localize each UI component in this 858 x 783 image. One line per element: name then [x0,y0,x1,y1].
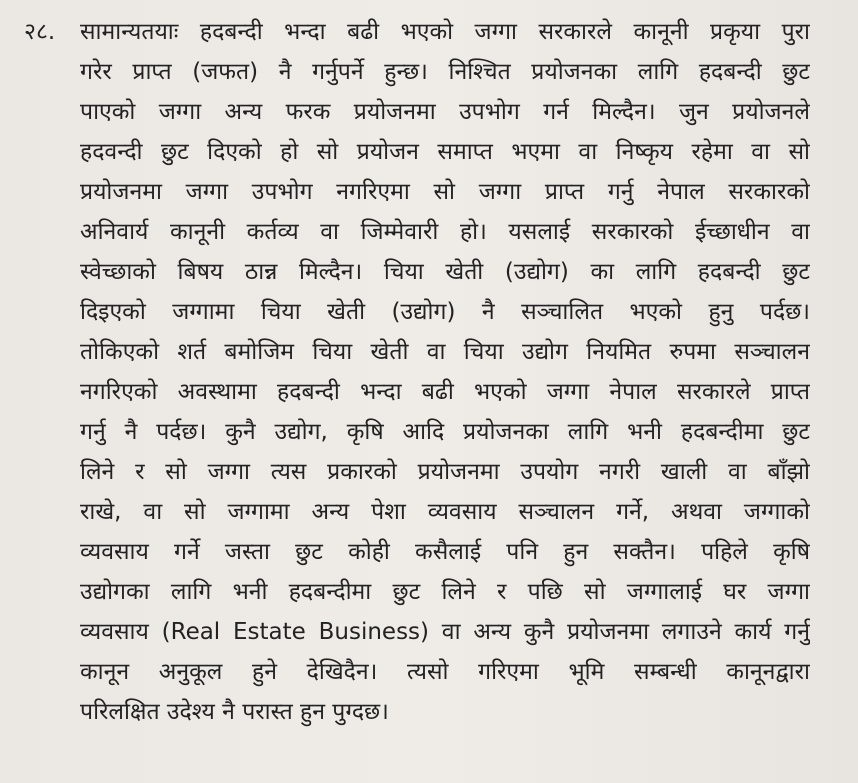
text-line: व्यवसाय (Real Estate Business) वा अन्य कुनै प्रयोजनमा लगाउने कार्य गर्नु [80,619,810,645]
text-line: अनिवार्य कानूनी कर्तव्य वा जिम्मेवारी हो। यसलाई सरकारको ईच्छाधीन वा [80,219,810,245]
text-line: व्यवसाय गर्ने जस्ता छुट कोही कसैलाई पनि हुन सक्तैन। पहिले कृषि [80,539,810,565]
text-line: दिइएको जग्गामा चिया खेती (उद्योग) नै सञ्चालित भएको हुनु पर्दछ। [80,299,810,325]
text-line: प्रयोजनमा जग्गा उपभोग नगरिएमा सो जग्गा प्राप्त गर्नु नेपाल सरकारको [80,179,810,205]
text-line: स्वेच्छाको बिषय ठान्न मिल्दैन। चिया खेती (उद्योग) का लागि हदबन्दी छुट [80,259,810,285]
text-line-last: परिलक्षित उदेश्य नै परास्त हुन पुग्दछ। [80,699,389,725]
text-line: नगरिएको अवस्थामा हदबन्दी भन्दा बढी भएको जग्गा नेपाल सरकारले प्राप्त [80,379,810,405]
text-line: तोकिएको शर्त बमोजिम चिया खेती वा चिया उद्योग नियमित रुपमा सञ्चालन [80,339,810,365]
text-line: सामान्यतयाः हदबन्दी भन्दा बढी भएको जग्गा सरकारले कानूनी प्रकृया पुरा [80,19,810,45]
text-line: उद्योगका लागि भनी हदबन्दीमा छुट लिने र पछि सो जग्गालाई घर जग्गा [80,579,810,605]
text-line: गरेर प्राप्त (जफत) नै गर्नुपर्ने हुन्छ। निश्चित प्रयोजनका लागि हदबन्दी छुट [80,59,810,85]
paragraph-number: २८. [24,19,56,45]
paragraph-body [80,12,810,732]
text-line: कानून अनुकूल हुने देखिदैन। त्यसो गरिएमा भूमि सम्बन्धी कानूनद्वारा [80,659,810,685]
text-line: गर्नु नै पर्दछ। कुनै उद्योग, कृषि आदि प्रयोजनका लागि भनी हदबन्दीमा छुट [80,419,810,445]
text-line: लिने र सो जग्गा त्यस प्रकारको प्रयोजनमा उपयोग नगरी खाली वा बाँझो [80,459,810,485]
text-line: राखे, वा सो जग्गामा अन्य पेशा व्यवसाय सञ्चालन गर्ने, अथवा जग्गाको [80,499,810,525]
text-line: हदवन्दी छुट दिएको हो सो प्रयोजन समाप्त भएमा वा निष्कृय रहेमा वा सो [80,139,810,165]
text-line: पाएको जग्गा अन्य फरक प्रयोजनमा उपभोग गर्न मिल्दैन। जुन प्रयोजनले [80,99,810,125]
